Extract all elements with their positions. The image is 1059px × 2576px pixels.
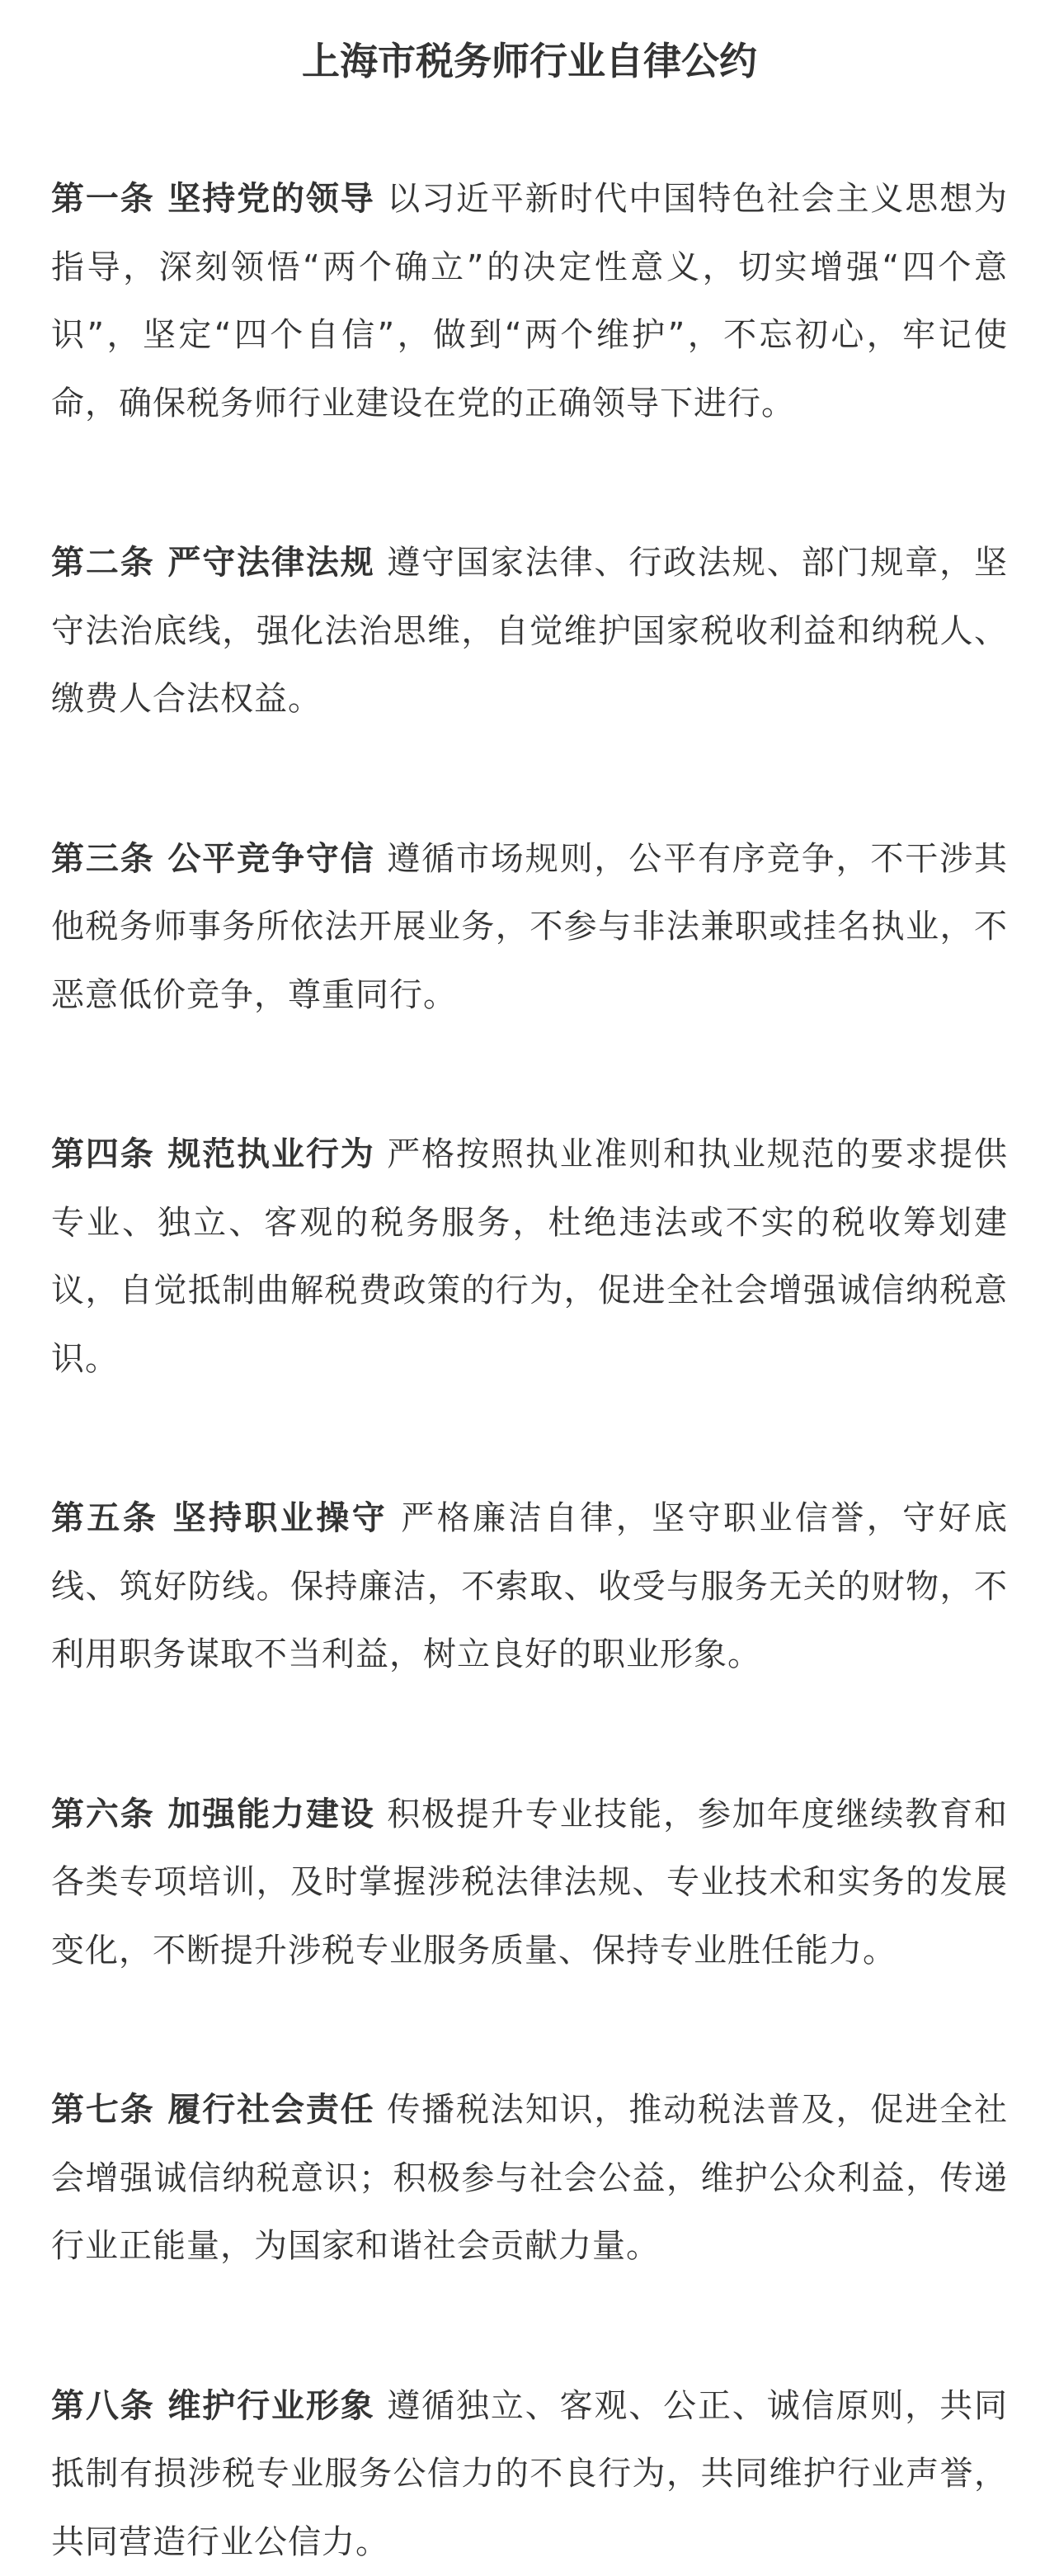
article-body: 遵循市场规则，公平有序竞争，不干涉其他税务师事务所依法开展业务，不参与非法兼职或挂名执业，不恶意低价竞争，尊重同行。 — [51, 840, 1008, 1014]
article-body: 遵循独立、客观、公正、诚信原则，共同抵制有损涉税专业服务公信力的不良行为，共同维护行业声誉，共同营造行业公信力。 — [51, 2387, 1008, 2561]
article-2 — [51, 529, 1008, 734]
article-heading: 第三条 公平竞争守信 — [51, 840, 375, 878]
document-title: 上海市税务师行业自律公约 — [51, 36, 1008, 86]
article-body: 严格廉洁自律，坚守职业信誉，守好底线、筑好防线。保持廉洁，不索取、收受与服务无关的财物，不利用职务谋取不当利益，树立良好的职业形象。 — [51, 1499, 1008, 1673]
article-7 — [51, 2076, 1008, 2281]
article-heading: 第八条 维护行业形象 — [51, 2387, 375, 2425]
article-heading: 第四条 规范执业行为 — [51, 1135, 375, 1173]
article-6 — [51, 1781, 1008, 1985]
article-5 — [51, 1484, 1008, 1689]
article-body: 传播税法知识，推动税法普及，促进全社会增强诚信纳税意识；积极参与社会公益，维护公众利益，传递行业正能量，为国家和谐社会贡献力量。 — [51, 2091, 1008, 2265]
article-heading: 第二条 严守法律法规 — [51, 544, 375, 582]
article-1 — [51, 165, 1008, 437]
article-heading: 第七条 履行社会责任 — [51, 2091, 375, 2129]
article-heading: 第五条 坚持职业操守 — [51, 1499, 388, 1537]
article-4 — [51, 1121, 1008, 1393]
article-8 — [51, 2372, 1008, 2576]
article-body: 以习近平新时代中国特色社会主义思想为指导，深刻领悟“两个确立”的决定性意义，切实增强“四个意识”，坚定“四个自信”，做到“两个维护”，不忘初心，牢记使命，确保税务师行业建设在党的正确领导下进行。 — [51, 180, 1008, 422]
article-body: 积极提升专业技能，参加年度继续教育和各类专项培训，及时掌握涉税法律法规、专业技术和实务的发展变化，不断提升涉税专业服务质量、保持专业胜任能力。 — [51, 1795, 1008, 1970]
article-heading: 第一条 坚持党的领导 — [51, 180, 375, 218]
article-body: 遵守国家法律、行政法规、部门规章，坚守法治底线，强化法治思维，自觉维护国家税收利益和纳税人、缴费人合法权益。 — [51, 544, 1008, 718]
article-body: 严格按照执业准则和执业规范的要求提供专业、独立、客观的税务服务，杜绝违法或不实的税收筹划建议，自觉抵制曲解税费政策的行为，促进全社会增强诚信纳税意识。 — [51, 1135, 1008, 1378]
article-heading: 第六条 加强能力建设 — [51, 1795, 375, 1833]
article-3 — [51, 825, 1008, 1030]
